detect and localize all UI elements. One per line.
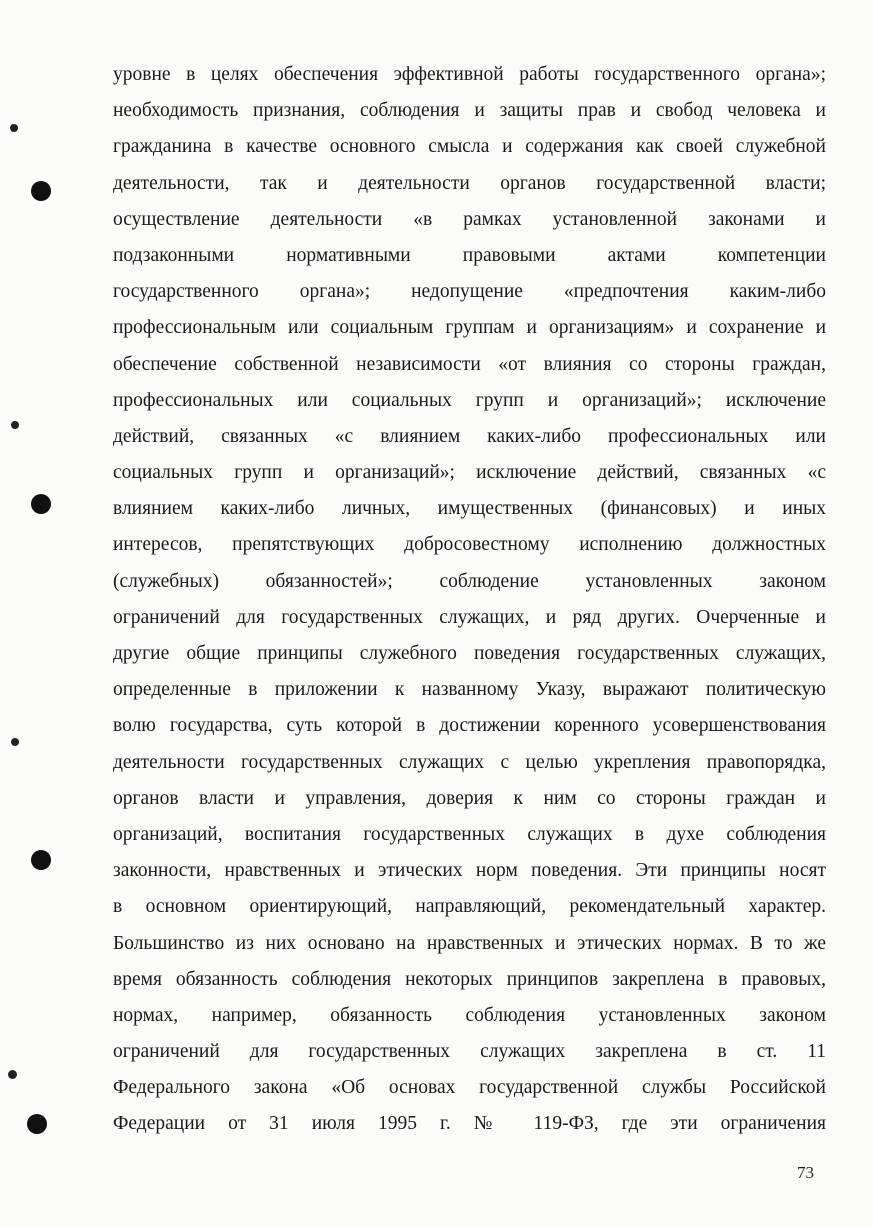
text-line: нормах, например, обязанность соблюдения установленных законом xyxy=(113,1004,826,1026)
text-line: Федерального закона «Об основах государственной службы Российской xyxy=(113,1077,826,1099)
text-line: государственного органа»; недопущение «предпочтения каким-либо xyxy=(113,281,826,303)
text-line: влиянием каких-либо личных, имущественных (финансовых) и иных xyxy=(113,498,826,520)
text-line: осуществление деятельности «в рамках установленной законами и xyxy=(113,208,826,230)
text-line: подзаконными нормативными правовыми актами компетенции xyxy=(113,244,826,266)
text-line: время обязанность соблюдения некоторых принципов закреплена в правовых, xyxy=(113,968,826,990)
text-line: другие общие принципы служебного поведения государственных служащих, xyxy=(113,643,826,664)
text-line: волю государства, суть которой в достижении коренного усовершенствования xyxy=(113,715,826,737)
punch-hole xyxy=(27,1114,47,1134)
text-line: профессиональным или социальным группам и организациям» и сохранение и xyxy=(113,317,826,339)
text-line: необходимость признания, соблюдения и защиты прав и свобод человека и xyxy=(113,100,826,122)
text-line: организаций, воспитания государственных служащих в духе соблюдения xyxy=(113,823,826,845)
scan-speck xyxy=(8,1070,17,1079)
text-line: законности, нравственных и этических норм поведения. Эти принципы носят xyxy=(113,860,826,882)
text-line: (служебных) обязанностей»; соблюдение установленных законом xyxy=(113,570,826,592)
text-line: гражданина в качестве основного смысла и содержания как своей служебной xyxy=(113,136,826,158)
text-line: обеспечение собственной независимости «от влияния со стороны граждан, xyxy=(113,353,826,375)
scan-speck xyxy=(10,124,18,132)
page-number: 73 xyxy=(797,1163,814,1182)
text-line: действий, связанных «с влиянием каких-либо профессиональных или xyxy=(113,425,826,447)
punch-hole xyxy=(31,181,51,201)
text-line: ограничений для государственных служащих закреплена в ст. 11 xyxy=(113,1041,826,1063)
text-line: Федерации от 31 июля 1995 г. № 119-ФЗ, где эти ограничения xyxy=(113,1113,826,1135)
text-line: интересов, препятствующих добросовестному исполнению должностных xyxy=(113,534,826,556)
scan-speck xyxy=(11,738,19,746)
text-line: деятельности, так и деятельности органов государственной власти; xyxy=(113,172,826,194)
punch-hole xyxy=(31,850,51,870)
text-line: ограничений для государственных служащих, и ряд других. Очерченные и xyxy=(113,606,826,628)
punch-hole xyxy=(31,494,51,514)
text-line: профессиональных или социальных групп и организаций»; исключение xyxy=(113,389,826,411)
text-line: в основном ориентирующий, направляющий, рекомендательный характер. xyxy=(113,896,826,918)
text-line: уровне в целях обеспечения эффективной работы государственного органа»; xyxy=(113,64,826,85)
text-line: социальных групп и организаций»; исключение действий, связанных «с xyxy=(113,462,826,484)
text-line: Большинство из них основано на нравственных и этических нормах. В то же xyxy=(113,932,826,954)
text-line: деятельности государственных служащих с целью укрепления правопорядка, xyxy=(113,751,826,773)
body-text xyxy=(113,57,826,1143)
scan-speck xyxy=(11,421,19,429)
text-line: органов власти и управления, доверия к ним со стороны граждан и xyxy=(113,787,826,809)
text-line: определенные в приложении к названному Указу, выражают политическую xyxy=(113,679,826,701)
